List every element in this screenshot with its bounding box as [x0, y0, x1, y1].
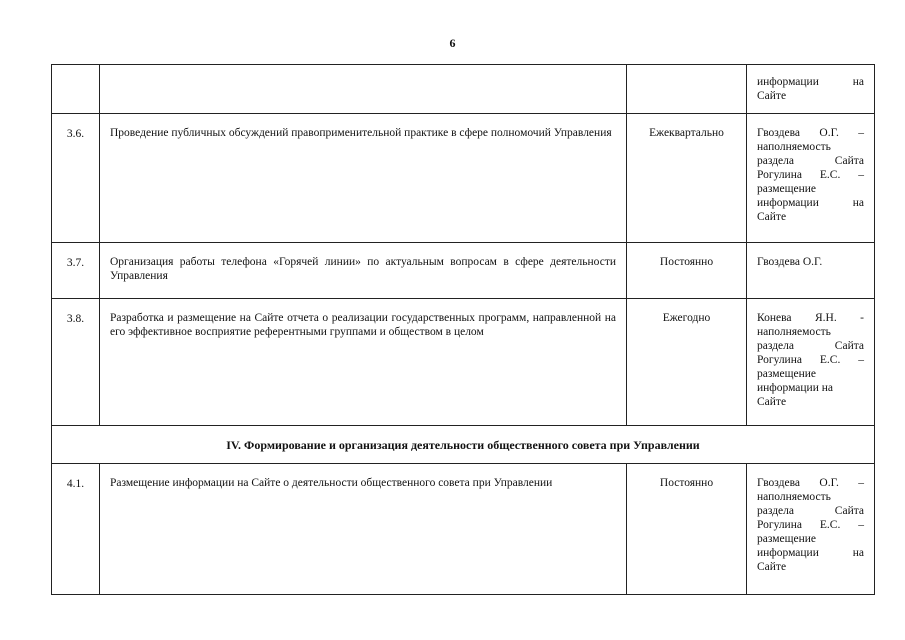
responsible-line: информации на	[757, 382, 833, 394]
deadline-text: Ежегодно	[627, 299, 747, 426]
responsible-line: Рогулина Е.С. –	[757, 354, 864, 366]
responsible-line: Гвоздева О.Г. –	[757, 477, 864, 489]
page-number: 6	[449, 36, 456, 50]
deadline-text: Постоянно	[627, 243, 747, 299]
row-number: 3.8.	[52, 299, 100, 426]
responsible-line: наполняемость	[757, 491, 831, 503]
responsible-cell	[747, 243, 875, 299]
section-title: IV. Формирование и организация деятельности общественного совета при Управлении	[52, 426, 875, 464]
table-row	[52, 114, 875, 243]
responsible-line: раздела Сайта	[757, 155, 864, 167]
responsible-cell	[747, 299, 875, 426]
responsible-cell	[747, 114, 875, 243]
deadline-text: Постоянно	[627, 464, 747, 595]
responsible-line: размещение	[757, 533, 816, 545]
responsible-line: Рогулина Е.С. –	[757, 169, 864, 181]
row-number: 3.7.	[52, 243, 100, 299]
table-row	[52, 299, 875, 426]
responsible-line: раздела Сайта	[757, 340, 864, 352]
num-cell	[52, 65, 100, 114]
responsible-line: раздела Сайта	[757, 505, 864, 517]
deadline-text: Ежеквартально	[627, 114, 747, 243]
row-number: 3.6.	[52, 114, 100, 243]
responsible-line: наполняемость	[757, 326, 831, 338]
responsible-line: информации на	[757, 547, 864, 559]
responsible-line: информации на	[757, 76, 864, 88]
responsible-line: размещение	[757, 368, 816, 380]
responsible-line: Рогулина Е.С. –	[757, 519, 864, 531]
section-heading-row	[52, 426, 875, 464]
plan-table	[51, 64, 875, 595]
term-cell	[627, 65, 747, 114]
table-row	[52, 243, 875, 299]
table-row-continuation	[52, 65, 875, 114]
activity-text: Проведение публичных обсуждений правоприменительной практике в сфере полномочий Управления	[100, 114, 627, 243]
responsible-line: Гвоздева О.Г. –	[757, 127, 864, 139]
activity-text: Размещение информации на Сайте о деятельности общественного совета при Управлении	[100, 464, 627, 595]
activity-text: Разработка и размещение на Сайте отчета о реализации государственных программ, направленной на его эффективное восприятие референтными группами и обществом в целом	[100, 299, 627, 426]
responsible-cell	[747, 464, 875, 595]
activity-text: Организация работы телефона «Горячей линии» по актуальным вопросам в сфере деятельности Управления	[100, 243, 627, 299]
table-row	[52, 464, 875, 595]
responsible-line: Сайте	[757, 561, 787, 573]
responsible-line: Сайте	[757, 396, 787, 408]
responsible-cell	[747, 65, 875, 114]
responsible-line: наполняемость	[757, 141, 831, 153]
responsible-line: размещение	[757, 183, 816, 195]
responsible-line: Сайте	[757, 90, 787, 102]
responsible-line: информации на	[757, 197, 864, 209]
responsible-line: Гвоздева О.Г.	[757, 256, 823, 268]
text-cell	[100, 65, 627, 114]
responsible-line: Сайте	[757, 211, 787, 223]
row-number: 4.1.	[52, 464, 100, 595]
responsible-line: Конева Я.Н. -	[757, 312, 864, 324]
